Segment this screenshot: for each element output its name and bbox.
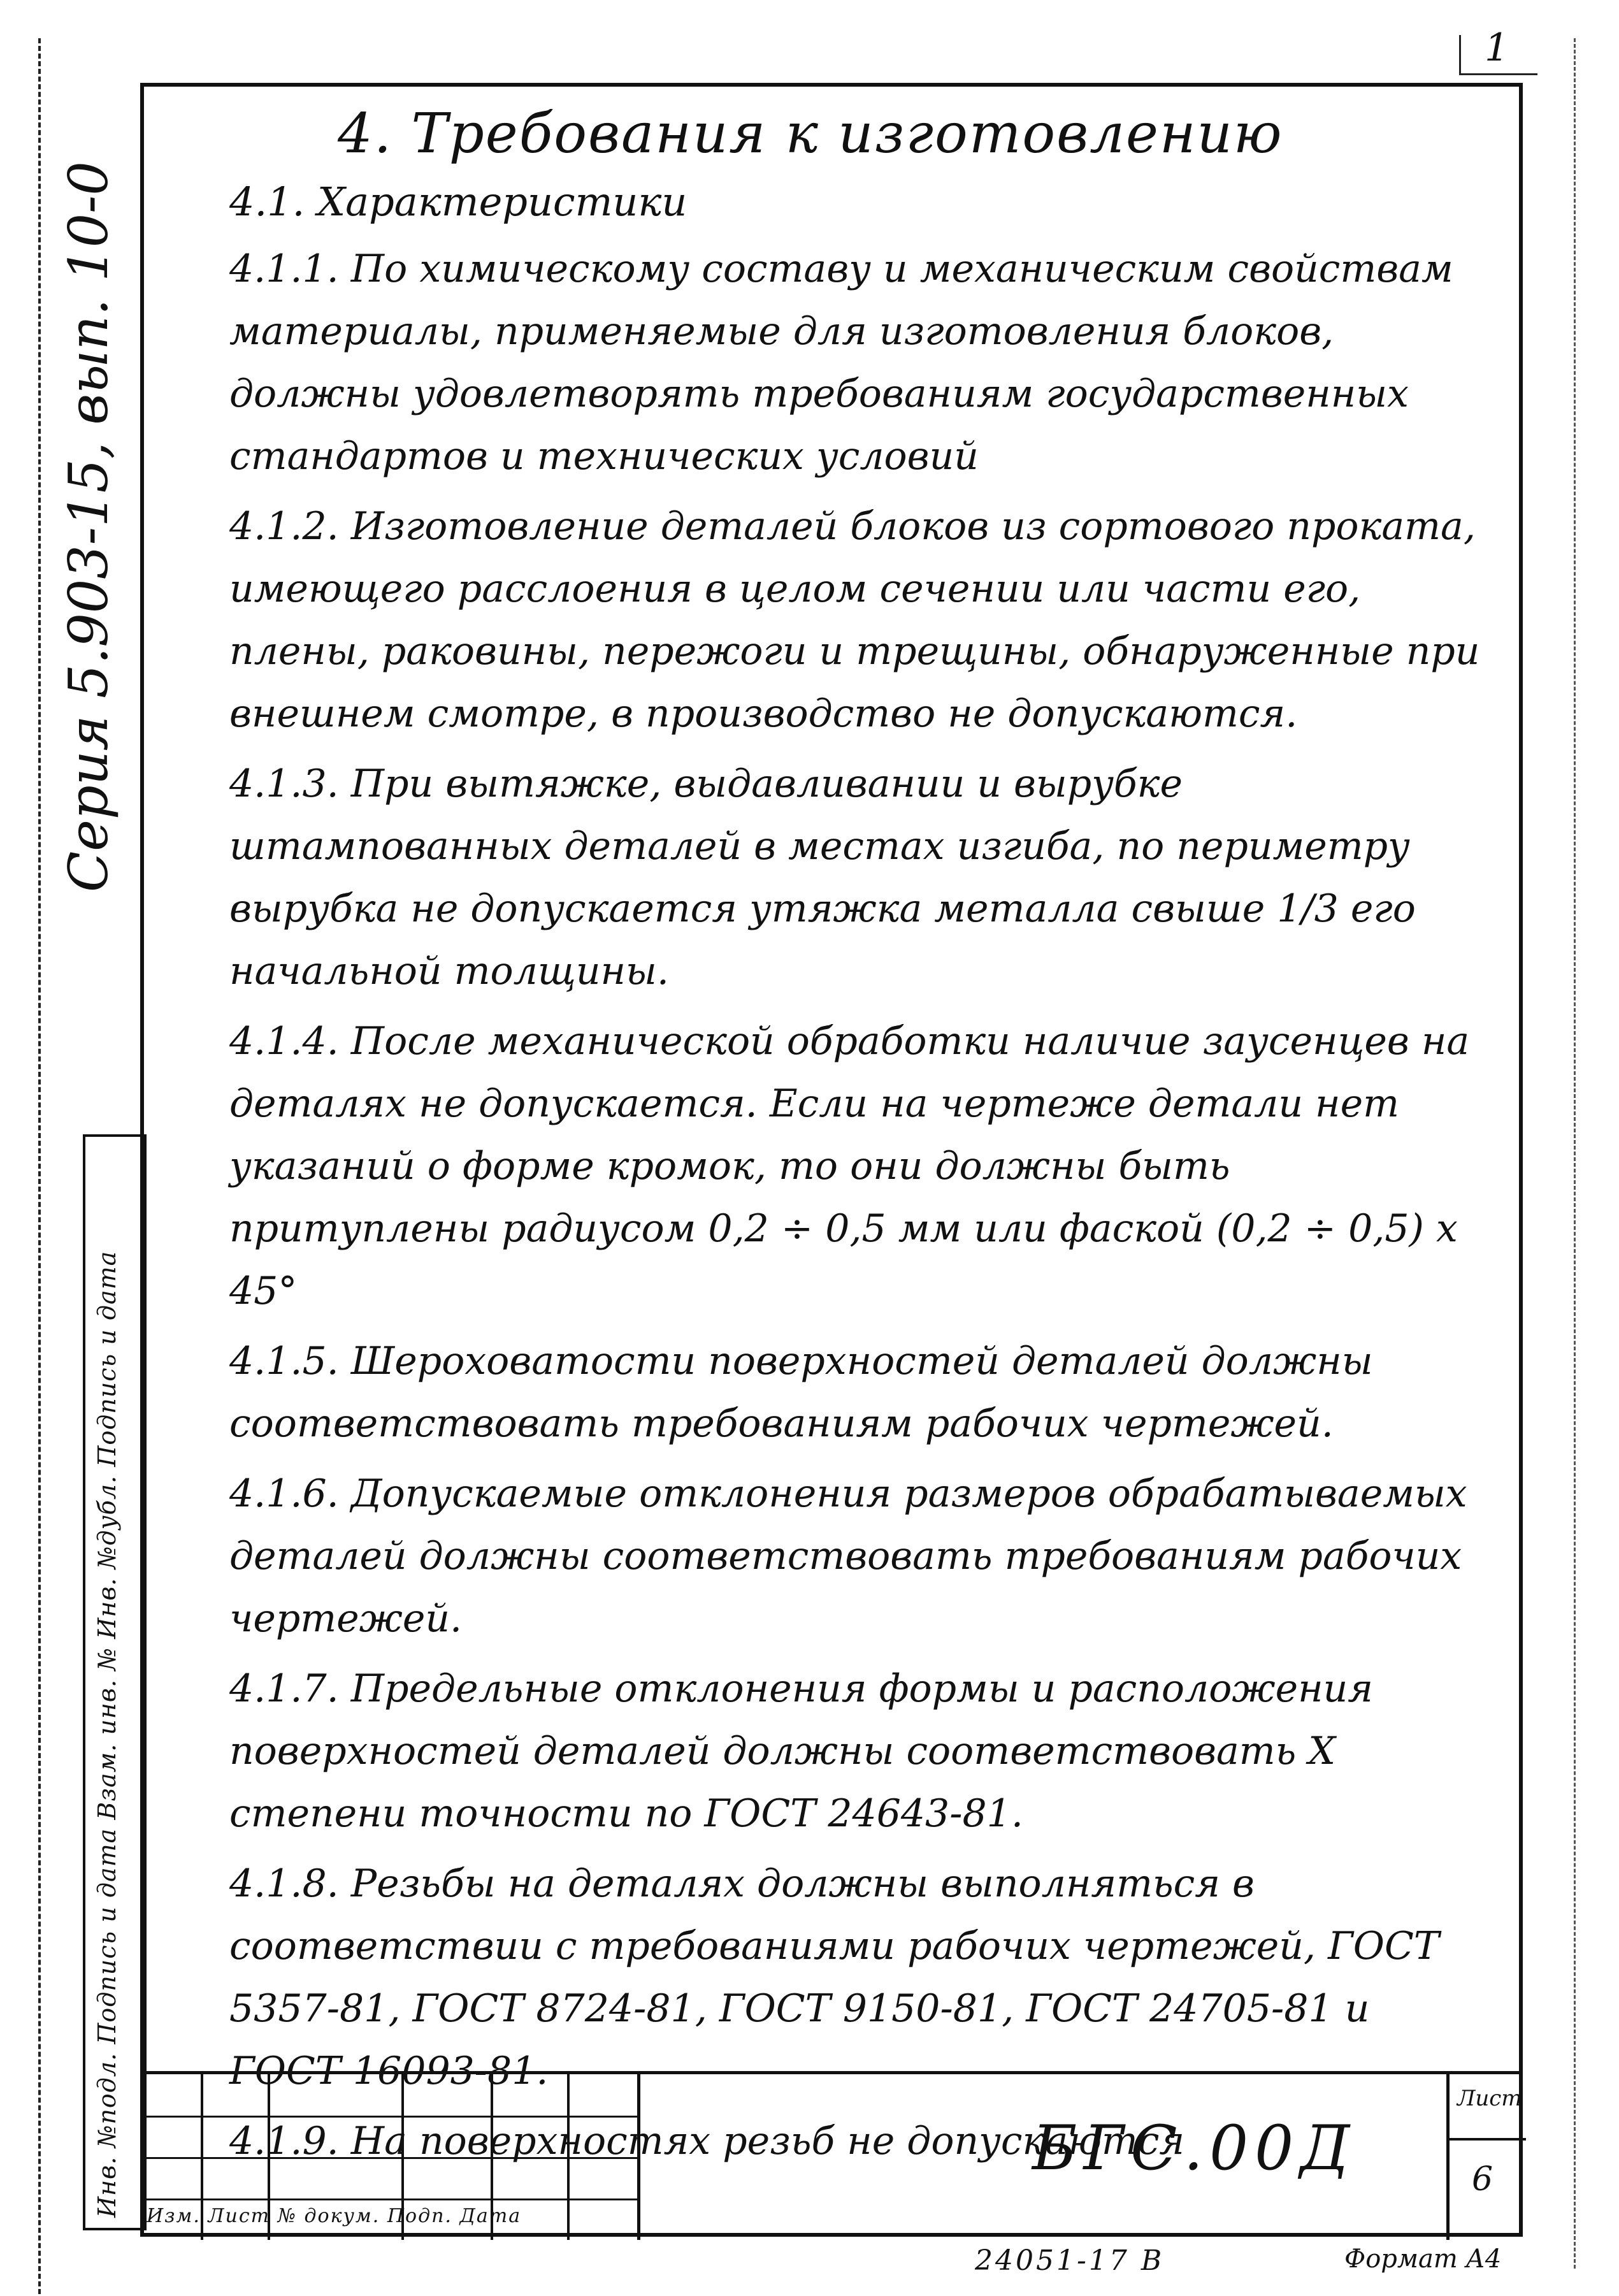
title-block-column-labels: Изм. Лист № докум. Подп. Дата: [147, 2205, 522, 2227]
grid-line: [140, 2116, 637, 2118]
paragraph-4-1-4: 4.1.4. После механической обработки наличие заусенцев на деталях не допускается. Если на чертеже детали нет указаний о форме кромок, то они должны быть притуплены радиусом 0,2 ÷ 0,5 мм или фаской (0,2 ÷ 0,5) x 45°: [229, 1019, 1470, 1313]
paragraph-4-1-7: 4.1.7. Предельные отклонения формы и расположения поверхностей деталей должны соответствовать X степени точности по ГОСТ 24643-81.: [229, 1666, 1373, 1836]
sheet-box-divider: [1450, 2138, 1526, 2141]
section-heading: 4.1. Характеристики: [229, 178, 687, 225]
approval-strip-labels: Инв. №подл. Подпись и дата Взам. инв. № Инв. №дубл. Подпись и дата: [93, 1250, 121, 2218]
document-body: [229, 102, 1491, 2180]
paragraph-4-1-6: 4.1.6. Допускаемые отклонения размеров обрабатываемых деталей должны соответствовать требованиям рабочих чертежей.: [229, 1471, 1467, 1641]
series-label: Серия 5.903-15, вып. 10-0: [57, 161, 120, 892]
sheet-label: Лист: [1457, 2086, 1522, 2111]
sheet-number: 1: [1485, 25, 1509, 70]
paragraph-4-1-3: 4.1.3. При вытяжке, выдавливании и вырубке штампованных деталей в местах изгиба, по периметру вырубка не допускается утяжка металла свыше 1/3 его начальной толщины.: [229, 762, 1416, 993]
sheet-value: 6: [1472, 2160, 1493, 2199]
grid-line: [140, 2157, 637, 2159]
grid-line: [140, 2199, 637, 2200]
title-block-grid: [140, 2074, 640, 2240]
paragraph-4-1-1: 4.1.1. По химическому составу и механическим свойствам материалы, применяемые для изготовления блоков, должны удовлетворять требованиям государственных стандартов и технических условий: [229, 247, 1453, 479]
footer-code: 24051-17 В: [975, 2244, 1165, 2277]
footer-format: Формат А4: [1344, 2244, 1502, 2274]
paragraph-4-1-9: 4.1.9. На поверхностях резьб не допускаются: [229, 2119, 1185, 2163]
paragraph-4-1-5: 4.1.5. Шероховатости поверхностей деталей должны соответствовать требованиям рабочих чертежей.: [229, 1339, 1373, 1446]
paragraph-4-1-8: 4.1.8. Резьбы на деталях должны выполняться в соответствии с требованиями рабочих чертежей, ГОСТ 5357-81, ГОСТ 8724-81, ГОСТ 9150-81, ГОСТ 24705-81 и ГОСТ 16093-81.: [229, 1861, 1439, 2093]
paragraph-4-1-2: 4.1.2. Изготовление деталей блоков из сортового проката, имеющего расслоения в целом сечении или части его, плены, раковины, пережоги и трещины, обнаруженные при внешнем смотре, в производство не допускаются.: [229, 504, 1480, 736]
title-block: [140, 2071, 1523, 2240]
page-title: 4. Требования к изготовлению: [338, 102, 1283, 166]
sheet-box: [1446, 2074, 1526, 2240]
document-code: БГС.00Д: [1032, 2112, 1356, 2184]
sheet-right-edge: [1574, 38, 1576, 2269]
sheet-left-edge: [38, 38, 41, 2294]
